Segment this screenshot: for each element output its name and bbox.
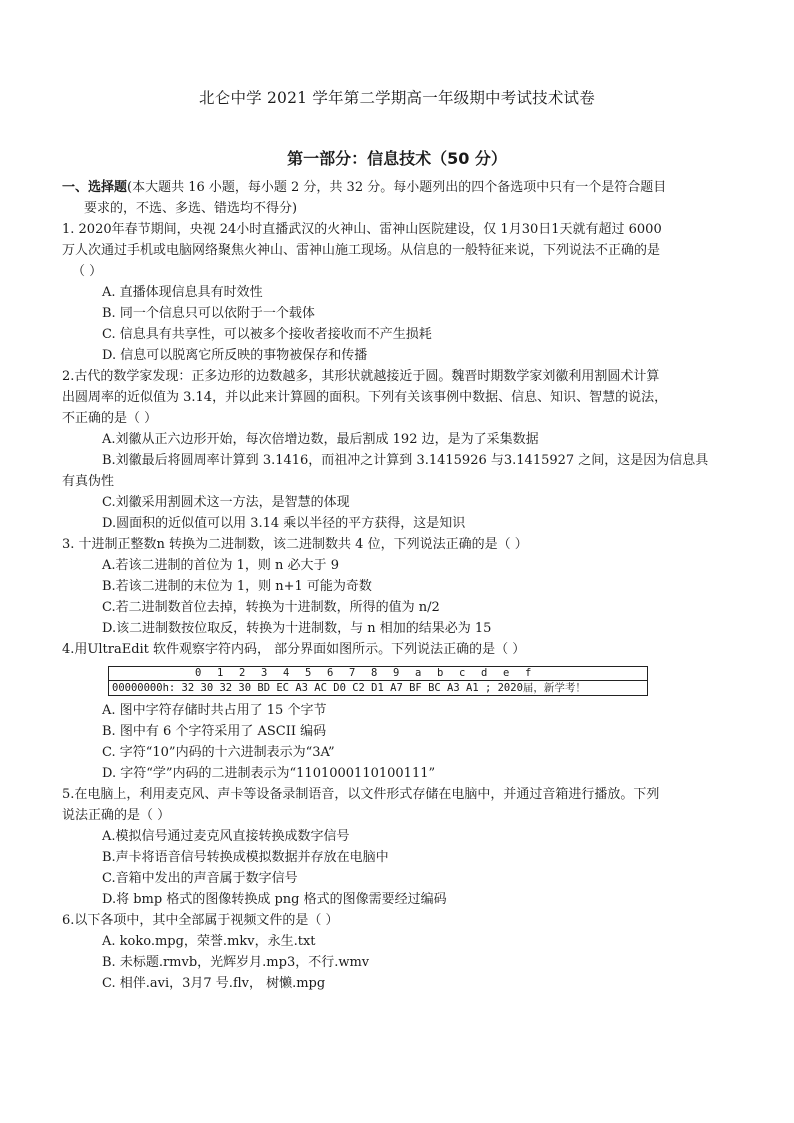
q2-option-d: D.圆面积的近似值可以用 3.14 乘以半径的平方获得，这是知识 — [102, 516, 466, 531]
q2-option-b: B.刘徽最后将圆周率计算到 3.1416，而祖冲之计算到 3.1415926 与3.1415927 之间，这是因为信息具 — [102, 453, 709, 468]
section-instruction-2: 要求的，不选、多选、错选均不得分) — [84, 201, 298, 216]
q3-option-a: A.若该二进制的首位为 1，则 n 必大于 9 — [102, 558, 339, 573]
q5-option-b: B.声卡将语音信号转换成模拟数据并存放在电脑中 — [102, 850, 389, 865]
hex-col-7: 7 — [349, 667, 356, 679]
q2-stem-3: 不正确的是（ ） — [62, 411, 158, 426]
hex-col-b: b — [437, 667, 444, 679]
q3-option-c: C.若二进制数首位去掉，转换为十进制数，所得的值为 n/2 — [102, 600, 440, 615]
q3-stem-1: 3. 十进制正整数n 转换为二进制数，该二进制数共 4 位，下列说法正确的是（ ） — [62, 537, 528, 552]
q6-stem-1: 6.以下各项中，其中全部属于视频文件的是（ ） — [62, 913, 339, 928]
q1-option-c: C. 信息具有共享性，可以被多个接收者接收而不产生损耗 — [102, 327, 432, 342]
hex-col-f: f — [525, 667, 532, 679]
ultraedit-hex-view — [108, 666, 648, 696]
q5-option-d: D.将 bmp 格式的图像转换成 png 格式的图像需要经过编码 — [102, 892, 447, 907]
q1-stem-1: 1. 2020年春节期间，央视 24小时直播武汉的火神山、雷神山医院建设，仅 1月30日1天就有超过 6000 — [62, 222, 662, 237]
q5-stem-2: 说法正确的是（ ） — [62, 808, 171, 823]
q3-option-b: B.若该二进制的末位为 1，则 n+1 可能为奇数 — [102, 579, 372, 594]
q5-option-c: C.音箱中发出的声音属于数字信号 — [102, 871, 298, 886]
q1-option-b: B. 同一个信息只可以依附于一个载体 — [102, 306, 315, 321]
hex-row-0: 00000000h: 32 30 32 30 BD EC A3 AC D0 C2 D1 A7 BF BC A3 A1 ; 2020届，新学考！ — [112, 682, 586, 694]
q4-stem-1: 4.用UltraEdit 软件观察字符内码， 部分界面如图所示。下列说法正确的是（ ） — [62, 642, 526, 657]
hex-col-c: c — [459, 667, 466, 679]
q1-stem-3: （ ） — [72, 264, 103, 279]
hex-col-e: e — [503, 667, 510, 679]
hex-col-4: 4 — [283, 667, 290, 679]
section-intro — [62, 180, 666, 196]
hex-col-1: 1 — [217, 667, 224, 679]
q6-option-c: C. 相伴.avi，3月7 号.flv， 树懒.mpg — [102, 976, 326, 991]
q5-stem-1: 5.在电脑上，利用麦克风、声卡等设备录制语音，以文件形式存储在电脑中，并通过音箱进行播放。下列 — [62, 787, 660, 802]
hex-col-6: 6 — [327, 667, 334, 679]
q4-option-d: D. 字符“学”内码的二进制表示为“1101000110100111” — [102, 766, 436, 781]
hex-col-2: 2 — [239, 667, 246, 679]
hex-col-3: 3 — [261, 667, 268, 679]
part-title: 第一部分：信息技术（50 分） — [287, 149, 507, 168]
section-heading: 一、选择题 — [62, 180, 128, 195]
hex-col-5: 5 — [305, 667, 312, 679]
hex-col-a: a — [415, 667, 422, 679]
q2-option-a: A.刘徽从正六边形开始，每次倍增边数，最后割成 192 边，是为了采集数据 — [102, 432, 539, 447]
q3-option-d: D.该二进制数按位取反，转换为十进制数，与 n 相加的结果必为 15 — [102, 621, 492, 636]
q6-option-b: B. 未标题.rmvb，光辉岁月.mp3，不行.wmv — [102, 955, 370, 970]
q1-option-a: A. 直播体现信息具有时效性 — [102, 285, 263, 300]
q4-option-b: B. 图中有 6 个字符采用了 ASCII 编码 — [102, 724, 327, 739]
q2-stem-2: 出圆周率的近似值为 3.14，并以此来计算圆的面积。下列有关该事例中数据、信息、知识、智慧的说法， — [62, 390, 668, 405]
q2-option-c: C.刘徽采用割圆术这一方法，是智慧的体现 — [102, 495, 350, 510]
exam-title: 北仑中学 2021 学年第二学期高一年级期中考试技术试卷 — [199, 89, 595, 107]
q4-option-c: C. 字符“10”内码的十六进制表示为“3A” — [102, 745, 335, 760]
section-instruction-1: (本大题共 16 小题，每小题 2 分，共 32 分。每小题列出的四个备选项中只有一个是符合题目 — [127, 180, 667, 195]
hex-header — [109, 667, 647, 680]
q6-option-a: A. koko.mpg，荣誉.mkv，永生.txt — [102, 934, 316, 949]
q4-option-a: A. 图中字符存储时共占用了 15 个字节 — [102, 703, 327, 718]
q2-stem-1: 2.古代的数学家发现：正多边形的边数越多，其形状就越接近于圆。魏晋时期数学家刘徽利用割圆术计算 — [62, 369, 660, 384]
hex-col-9: 9 — [393, 667, 400, 679]
hex-col-0: 0 — [195, 667, 202, 679]
q1-option-d: D. 信息可以脱离它所反映的事物被保存和传播 — [102, 348, 368, 363]
q1-stem-2: 万人次通过手机或电脑网络聚焦火神山、雷神山施工现场。从信息的一般特征来说，下列说法不正确的是 — [62, 243, 661, 258]
q2-option-b-cont: 有真伪性 — [62, 474, 115, 489]
hex-col-d: d — [481, 667, 488, 679]
hex-col-8: 8 — [371, 667, 378, 679]
q5-option-a: A.模拟信号通过麦克风直接转换成数字信号 — [102, 829, 350, 844]
